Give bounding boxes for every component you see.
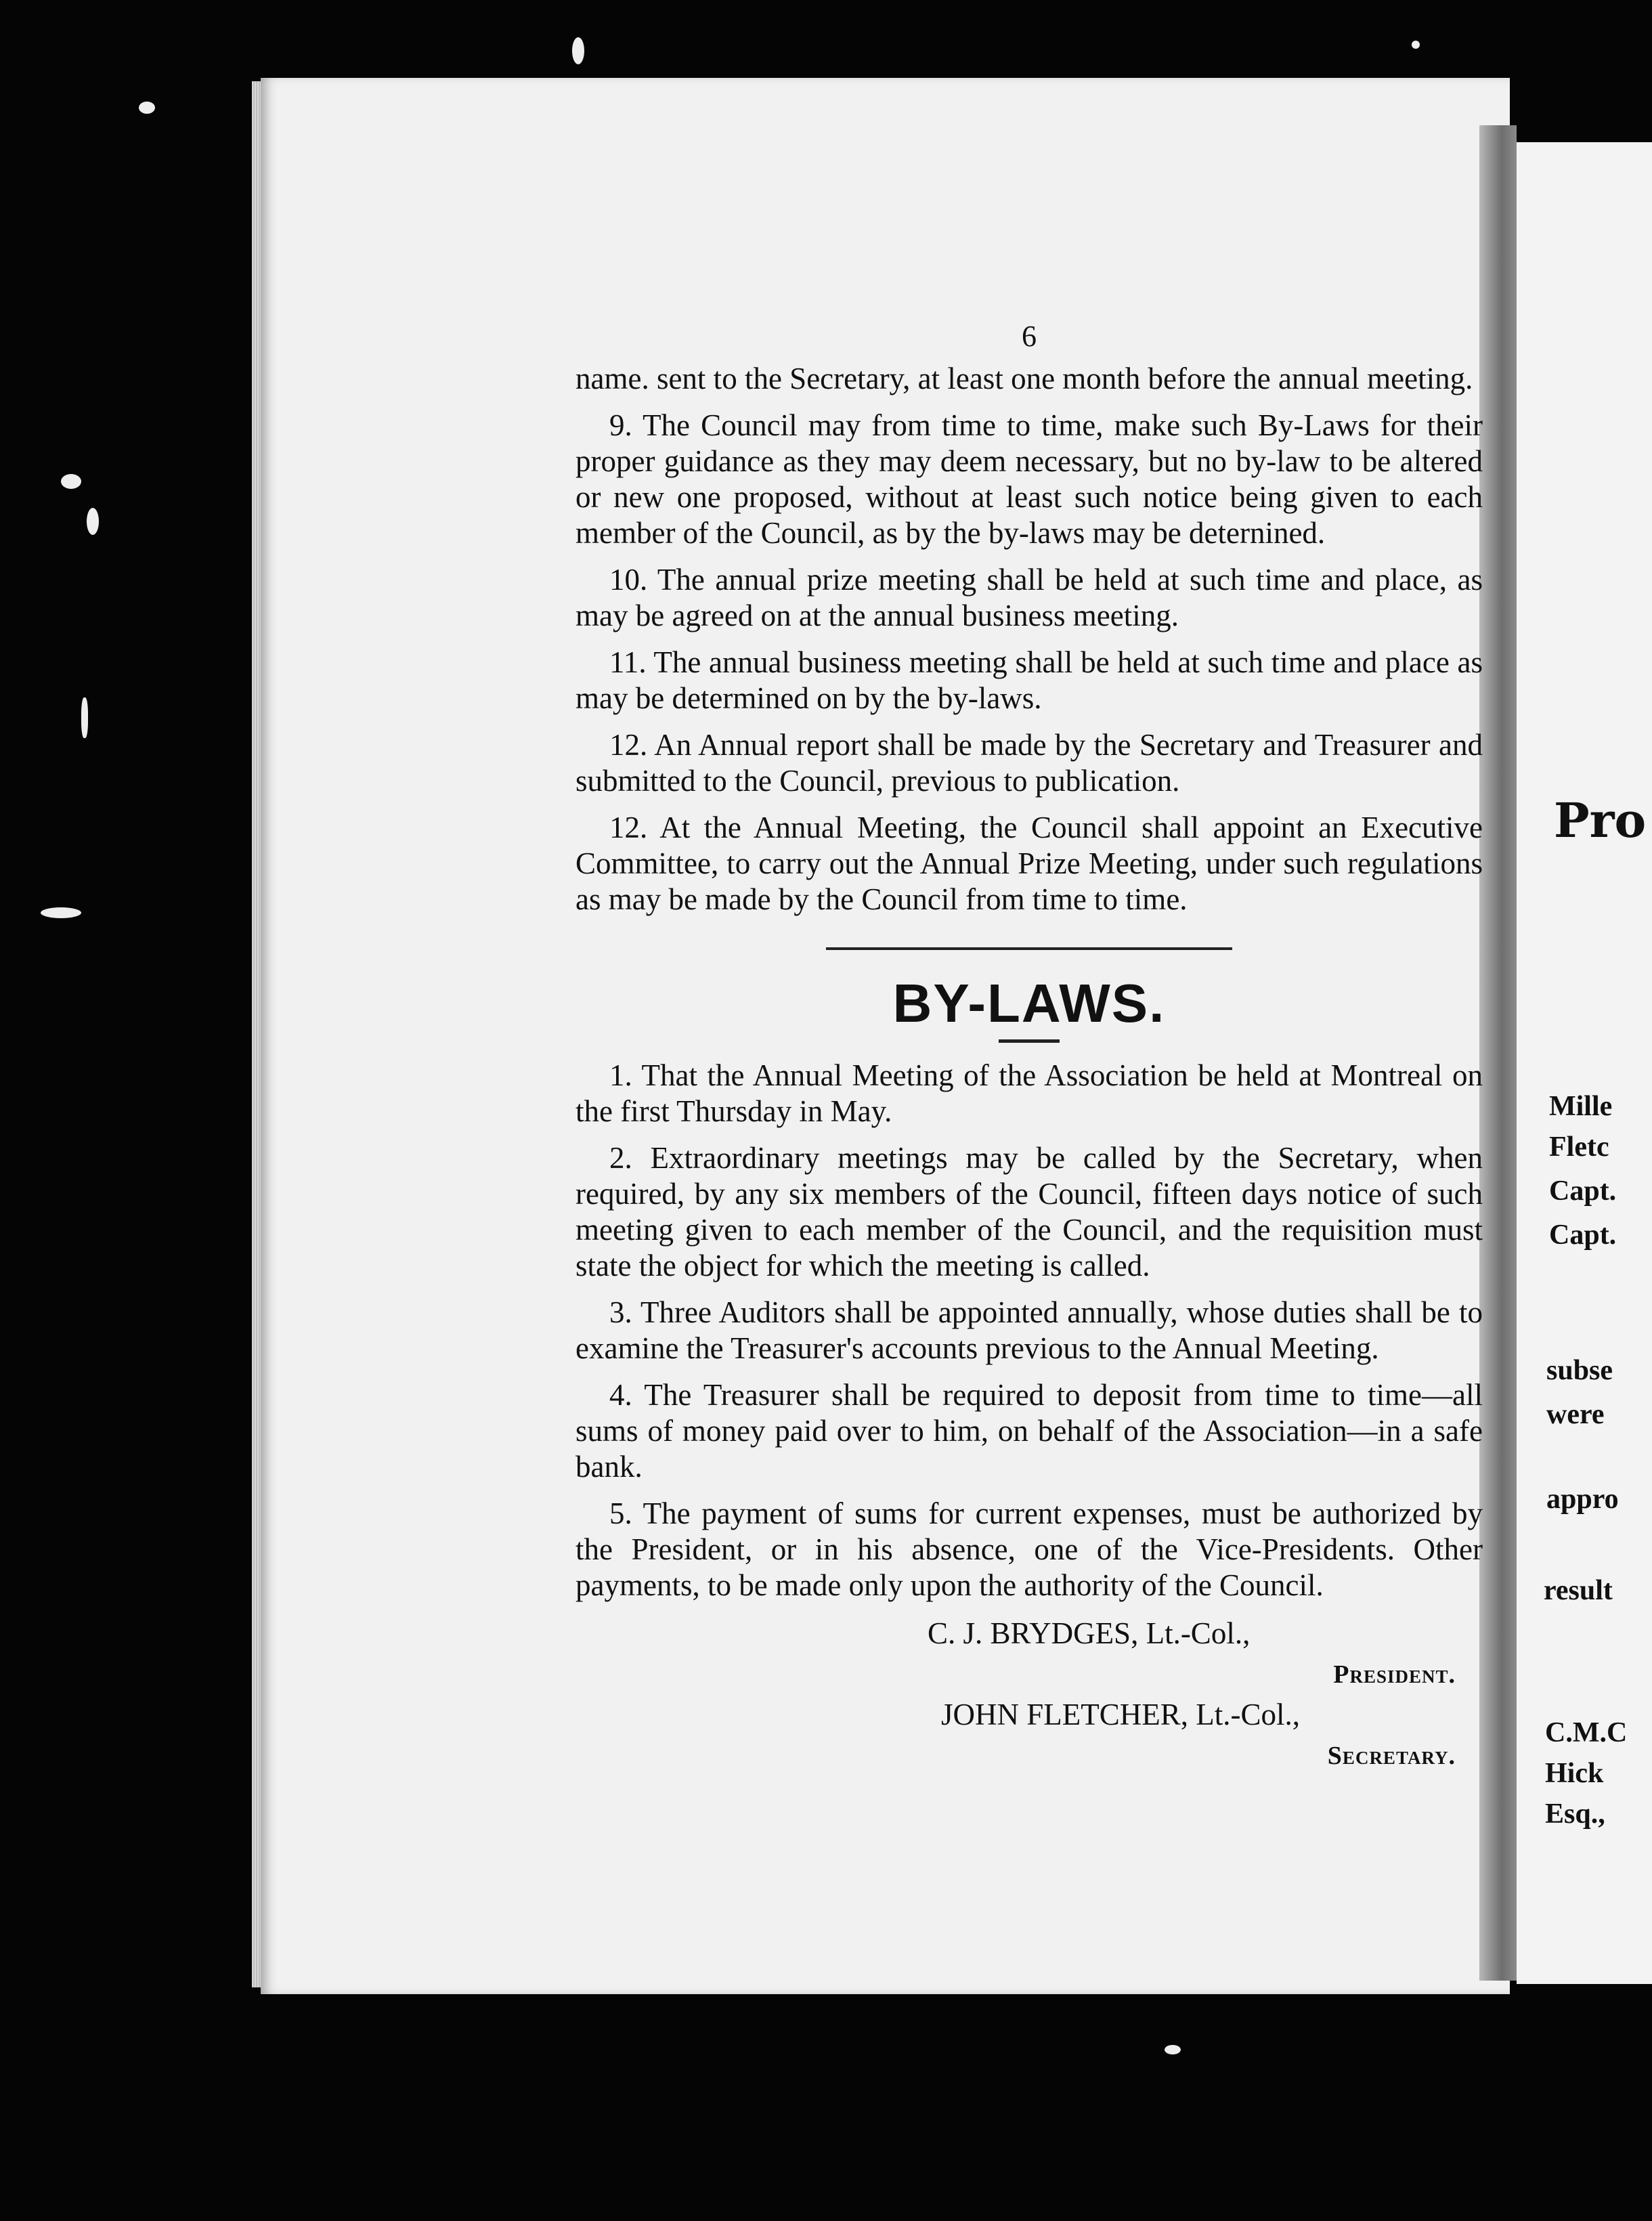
signature-name-president: C. J. BRYDGES, Lt.-Col., — [928, 1616, 1251, 1650]
paragraph: name. sent to the Secretary, at least one month before the annual meeting. — [575, 362, 1473, 395]
scan-speck — [1412, 41, 1420, 49]
page-edge — [252, 81, 261, 1987]
adjacent-heading-fragment: Pro — [1554, 792, 1647, 848]
adjacent-line-fragment: were — [1546, 1399, 1605, 1430]
adjacent-line-fragment: Mille — [1549, 1091, 1613, 1122]
scan-speck — [139, 102, 155, 114]
heading-underline — [999, 1039, 1060, 1043]
signature-title-secretary: Secretary. — [1327, 1742, 1456, 1770]
adjacent-line-fragment: Fletc — [1549, 1131, 1609, 1163]
bylaws-heading: BY-LAWS. — [892, 973, 1166, 1033]
paragraph: 12. An Annual report shall be made by the Secretary and Treasurer and submitted to the Council, previous to publication. — [575, 728, 1483, 798]
paragraph: 9. The Council may from time to time, make such By-Laws for their proper guidance as they may deem necessary, but no by-law to be altered or new one proposed, without at least such notice being given to each member of the Council, as by the by-laws may be deternined. — [575, 408, 1483, 550]
scan-speck — [87, 508, 99, 535]
bylaw-item: 1. That the Annual Meeting of the Association be held at Montreal on the first Thursday in May. — [575, 1058, 1483, 1128]
adjacent-line-fragment: appro — [1546, 1484, 1619, 1515]
scan-speck — [61, 474, 81, 489]
bylaw-item: 3. Three Auditors shall be appointed annually, whose duties shall be to examine the Treasurer's accounts previous to the Annual Meeting. — [575, 1295, 1483, 1365]
scan-speck — [572, 37, 584, 64]
page-number: 6 — [1022, 320, 1037, 353]
page-text — [575, 318, 1483, 1774]
bylaw-item: 2. Extraordinary meetings may be called by the Secretary, when required, by any six members of the Council, fifteen days notice of such meeting given to each member of the Council, and the requisition must state the object for which the meeting is called. — [575, 1141, 1483, 1282]
paragraph: 12. At the Annual Meeting, the Council shall appoint an Executive Committee, to carry out the Annual Prize Meeting, under such regulations as may be made by the Council from time to time. — [575, 811, 1483, 916]
bylaw-item: 4. The Treasurer shall be required to deposit from time to time—all sums of money paid over to him, on behalf of the Association—in a safe bank. — [575, 1378, 1483, 1484]
adjacent-line-fragment: Capt. — [1549, 1220, 1617, 1251]
adjacent-line-fragment: result — [1544, 1575, 1613, 1606]
book-gutter — [1479, 125, 1517, 1981]
bylaw-item: 5. The payment of sums for current expenses, must be authorized by the President, or in his absence, one of the Vice-Presidents. Other payments, to be made only upon the authority of the Council. — [575, 1496, 1483, 1602]
adjacent-page — [1517, 142, 1652, 1984]
adjacent-line-fragment: Capt. — [1549, 1176, 1617, 1207]
paragraph: 11. The annual business meeting shall be held at such time and place as may be determined on by the by-laws. — [575, 645, 1483, 715]
paragraph: 10. The annual prize meeting shall be held at such time and place, as may be agreed on at the annual business meeting. — [575, 563, 1483, 632]
scan-speck — [81, 697, 88, 738]
section-divider — [826, 947, 1232, 950]
scan-speck — [41, 907, 81, 918]
adjacent-line-fragment: subse — [1546, 1355, 1613, 1386]
adjacent-line-fragment: Esq., — [1545, 1798, 1605, 1830]
adjacent-line-fragment: Hick — [1545, 1758, 1604, 1789]
scan-speck — [1165, 2045, 1181, 2054]
adjacent-line-fragment: C.M.C — [1545, 1717, 1628, 1748]
signature-name-secretary: JOHN FLETCHER, Lt.-Col., — [941, 1698, 1301, 1731]
signature-title-president: President. — [1333, 1660, 1456, 1689]
